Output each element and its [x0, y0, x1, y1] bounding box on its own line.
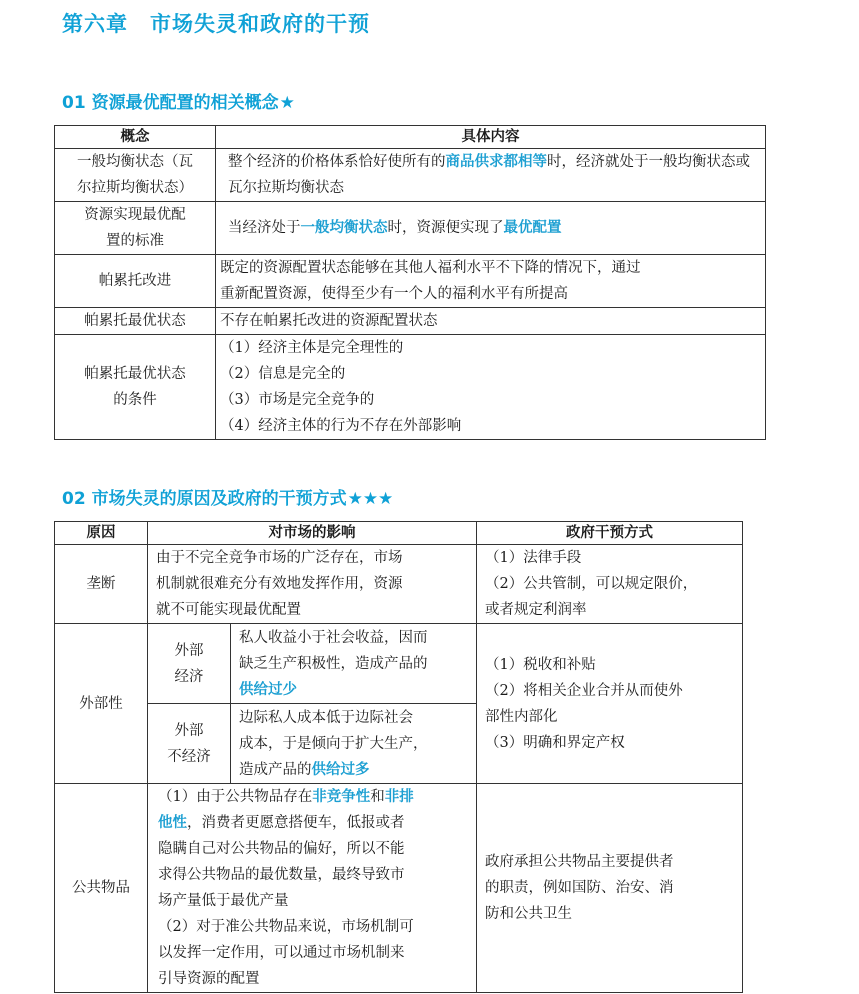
content-cell: 不存在帕累托改进的资源配置状态	[216, 308, 766, 335]
section-title-market-failure	[62, 484, 393, 509]
table-row-public-goods	[55, 784, 743, 993]
effect-cell	[148, 545, 477, 624]
text-line: （2）对于准公共物品来说，市场机制可	[158, 919, 414, 935]
highlight-text: 最优配置	[503, 219, 562, 236]
highlight-text: 他性	[158, 814, 187, 831]
text-line: 帕累托最优状态	[84, 366, 186, 382]
table-row	[55, 255, 766, 308]
importance-stars: ★★★	[347, 489, 394, 509]
list-item: （3）明确和界定产权	[485, 734, 625, 751]
table-row-monopoly	[55, 545, 743, 624]
text-line: 求得公共物品的最优数量，最终导致市	[158, 867, 405, 883]
highlight-text: 供给过少	[239, 680, 297, 698]
content-cell	[216, 149, 766, 202]
table-header-row	[55, 126, 766, 149]
content-cell	[216, 255, 766, 308]
concept-cell: 帕累托改进	[55, 255, 216, 308]
content-cell	[216, 335, 766, 440]
text-line: 引导资源的配置	[158, 971, 260, 987]
text-line: 置的标准	[106, 233, 164, 249]
government-cell	[477, 545, 743, 624]
text-line: 的条件	[113, 392, 157, 408]
effect-cell	[231, 624, 477, 704]
text-line: 部性内部化	[485, 708, 558, 725]
cause-cell: 垄断	[55, 545, 148, 624]
table-row	[55, 149, 766, 202]
table-row	[55, 335, 766, 440]
list-item: （2）公共管制，可以规定限价，	[485, 576, 698, 592]
highlight-text: 非排	[384, 788, 414, 805]
text-line: 或者规定利润率	[485, 602, 587, 618]
cause-cell: 外部性	[55, 624, 148, 784]
text-line: 隐瞒自己对公共物品的偏好，所以不能	[158, 841, 405, 857]
highlight-text: 商品供求都相等	[445, 153, 547, 170]
government-cell	[477, 784, 743, 993]
text-line: 外部	[174, 722, 204, 739]
text-line: 机制就很难充分有效地发挥作用，资源	[156, 576, 403, 592]
table-row	[55, 308, 766, 335]
text-line: 防和公共卫生	[485, 906, 572, 922]
cause-cell: 公共物品	[55, 784, 148, 993]
text-line: 以发挥一定作用，可以通过市场机制来	[158, 945, 405, 961]
text-line: 既定的资源配置状态能够在其他人福利水平不下降的情况下，通过	[220, 260, 641, 276]
sub-cause-cell	[148, 624, 231, 704]
highlight-text: 一般均衡状态	[300, 219, 388, 236]
content-cell	[216, 202, 766, 255]
highlight-text: 非竞争性	[312, 788, 371, 805]
text-span: 整个经济的价格体系恰好使所有的	[228, 154, 446, 170]
text-line: 资源实现最优配	[84, 207, 186, 223]
table-row	[55, 202, 766, 255]
list-item: （2）信息是完全的	[220, 366, 346, 382]
effect-cell	[231, 704, 477, 784]
section-title-text: 02 市场失灵的原因及政府的干预方式	[62, 489, 347, 509]
text-line: 由于不完全竞争市场的广泛存在，市场	[156, 550, 403, 566]
list-item: （3）市场是完全竞争的	[220, 392, 375, 408]
government-cell	[477, 624, 743, 784]
concept-cell	[55, 202, 216, 255]
effect-cell	[148, 784, 477, 993]
list-item: （1）经济主体是完全理性的	[220, 340, 404, 356]
chapter-title: 第六章 市场失灵和政府的干预	[62, 12, 370, 36]
market-failure-table	[54, 521, 743, 993]
text-line: 成本，于是倾向于扩大生产，	[239, 735, 428, 752]
table-row-external-economy	[55, 624, 743, 704]
list-item: （4）经济主体的行为不存在外部影响	[220, 418, 462, 434]
column-header: 概念	[55, 126, 216, 149]
list-item: （2）将相关企业合并从而使外	[485, 682, 683, 699]
list-item: （1）税收和补贴	[485, 656, 596, 673]
concept-cell: 帕累托最优状态	[55, 308, 216, 335]
text-span: ，消费者更愿意搭便车，低报或者	[187, 815, 405, 831]
section-title-text: 01 资源最优配置的相关概念	[62, 93, 279, 113]
table-header-row	[55, 522, 743, 545]
column-header: 具体内容	[216, 126, 766, 149]
text-line: 就不可能实现最优配置	[156, 602, 301, 618]
text-span: 和	[370, 789, 385, 805]
text-line: 场产量低于最优产量	[158, 893, 289, 909]
text-line: 不经济	[167, 748, 211, 765]
text-span: （1）由于公共物品存在	[158, 789, 313, 805]
sub-cause-cell	[148, 704, 231, 784]
text-line: 一般均衡状态（瓦	[77, 154, 193, 170]
text-line: 缺乏生产积极性，造成产品的	[239, 655, 428, 672]
text-span: 时，经济就处于一般均衡状态或瓦尔拉斯均衡状态	[228, 154, 750, 196]
column-header: 对市场的影响	[148, 522, 477, 545]
text-span: 时，资源便实现了	[387, 220, 504, 236]
text-line: 的职责，例如国防、治安、消	[485, 880, 674, 896]
text-line: 边际私人成本低于边际社会	[239, 709, 413, 726]
text-line: 重新配置资源，使得至少有一个人的福利水平有所提高	[220, 286, 568, 302]
text-span: 当经济处于	[228, 220, 301, 236]
column-header: 原因	[55, 522, 148, 545]
concepts-table	[54, 125, 766, 440]
text-line: 私人收益小于社会收益，因而	[239, 629, 428, 646]
text-line: 经济	[174, 668, 204, 685]
list-item: （1）法律手段	[485, 550, 582, 566]
column-header: 政府干预方式	[477, 522, 743, 545]
text-span: 造成产品的	[239, 761, 312, 778]
text-line: 尔拉斯均衡状态）	[77, 180, 193, 196]
highlight-text: 供给过多	[311, 760, 370, 778]
text-line: 外部	[174, 642, 204, 659]
concept-cell	[55, 149, 216, 202]
section-title-concepts	[62, 88, 295, 113]
importance-stars: ★	[279, 93, 295, 113]
concept-cell	[55, 335, 216, 440]
text-line: 政府承担公共物品主要提供者	[485, 854, 674, 870]
